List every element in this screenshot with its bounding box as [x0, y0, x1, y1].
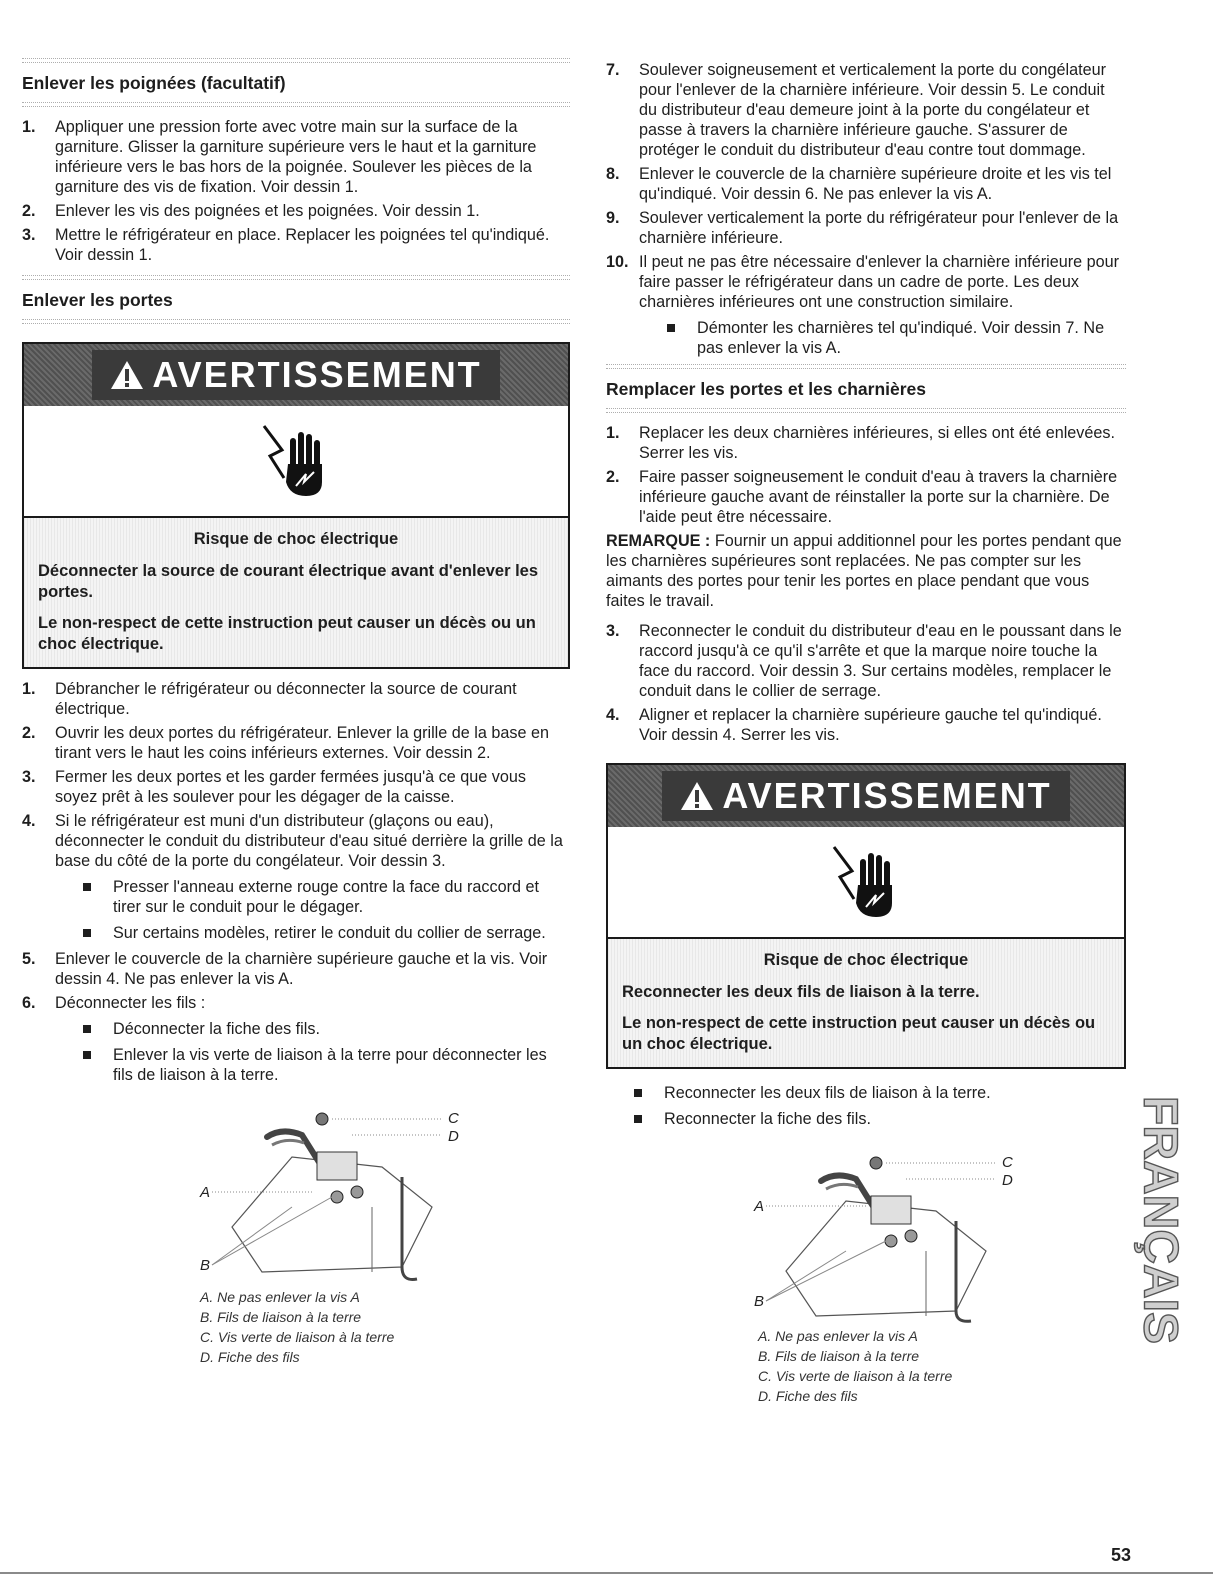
step	[606, 60, 1126, 160]
note-text: Fournir un appui additionnel pour les portes pendant que les charnières supérieures sont replacées. Ne pas compter sur les aimants des portes pour tenir les portes en place pendant que vous faites le travail.	[606, 532, 1122, 610]
warning-box	[22, 342, 570, 669]
electric-shock-hand-icon	[826, 837, 906, 927]
warning-header-text: AVERTISSEMENT	[152, 354, 482, 395]
legend-item: D. Fiche des fils	[200, 1349, 300, 1365]
warning-consequence: Le non-respect de cette instruction peut causer un décès ou un choc électrique.	[622, 1014, 1096, 1053]
warning-header	[24, 344, 568, 406]
section-title: Remplacer les portes et les charnières	[606, 379, 927, 399]
label-c: C	[1002, 1154, 1013, 1171]
step-number: 2.	[22, 202, 36, 220]
step	[22, 993, 570, 1085]
legend-item: B. Fils de liaison à la terre	[758, 1348, 920, 1364]
step-number: 6.	[22, 994, 36, 1012]
step-number: 2.	[606, 468, 620, 486]
note	[606, 531, 1126, 611]
step	[22, 949, 570, 989]
step	[606, 705, 1126, 745]
step	[22, 201, 570, 221]
sub-bullets	[639, 318, 1126, 358]
label-b: B	[200, 1257, 211, 1274]
step-number: 3.	[22, 768, 36, 786]
warning-instruction: Reconnecter les deux fils de liaison à la terre.	[622, 983, 980, 1001]
step-number: 2.	[22, 724, 36, 742]
step-text: Aligner et replacer la charnière supérieure gauche tel qu'indiqué. Voir dessin 4. Serrer les vis.	[639, 706, 1102, 744]
section-title: Enlever les poignées (facultatif)	[22, 73, 286, 93]
divider	[22, 102, 570, 107]
step-text: Déconnecter les fils :	[55, 994, 206, 1012]
step-number: 1.	[22, 680, 36, 698]
label-a: A	[200, 1184, 211, 1201]
bullet-item: Reconnecter les deux fils de liaison à la terre.	[606, 1083, 1126, 1103]
legend-item: A. Ne pas enlever la vis A	[758, 1328, 918, 1344]
step-text: Il peut ne pas être nécessaire d'enlever la charnière inférieure pour faire passer le réfrigérateur dans un cadre de porte. Les deux charnières inférieures ont une construction similaire.	[639, 253, 1120, 311]
warning-header	[608, 765, 1124, 827]
right-column	[606, 58, 1126, 1406]
legend-item: B. Fils de liaison à la terre	[200, 1309, 362, 1325]
step	[22, 767, 570, 807]
step	[22, 723, 570, 763]
step-number: 9.	[606, 209, 620, 227]
step	[606, 621, 1126, 701]
legend-item: C. Vis verte de liaison à la terre	[200, 1329, 395, 1345]
step-number: 4.	[22, 812, 36, 830]
step-text: Ouvrir les deux portes du réfrigérateur. Enlever la grille de la base en tirant vers le haut les coins inférieurs externes. Voir dessin 2.	[55, 724, 549, 762]
step-text: Fermer les deux portes et les garder fermées jusqu'à ce que vous soyez prêt à les soulever pour les dégager de la caisse.	[55, 768, 526, 806]
step-number: 5.	[22, 950, 36, 968]
step	[606, 164, 1126, 204]
step-text: Enlever le couvercle de la charnière supérieure droite et les vis tel qu'indiqué. Voir dessin 6. Ne pas enlever la vis A.	[639, 165, 1112, 203]
label-d: D	[448, 1128, 459, 1145]
step-text: Soulever verticalement la porte du réfrigérateur pour l'enlever de la charnière inférieure.	[639, 209, 1119, 247]
step	[22, 811, 570, 943]
electric-shock-hand-icon	[256, 416, 336, 506]
divider	[22, 275, 570, 280]
step-text: Si le réfrigérateur est muni d'un distributeur (glaçons ou eau), déconnecter le conduit du distributeur d'eau situé derrière la grille de la base du côté de la porte du congélateur. Voir dessin 3.	[55, 812, 563, 870]
figure-legend	[758, 1326, 1126, 1406]
step	[606, 208, 1126, 248]
door-steps	[22, 679, 570, 1085]
section-title: Enlever les portes	[22, 290, 173, 310]
warning-box	[606, 763, 1126, 1069]
divider	[22, 58, 570, 63]
hinge-wiring-diagram	[726, 1141, 1026, 1326]
handle-steps	[22, 117, 570, 265]
replace-steps	[606, 423, 1126, 527]
step-text: Soulever soigneusement et verticalement la porte du congélateur pour l'enlever de la charnière inférieure. Voir dessin 5. Le conduit du distributeur d'eau demeure joint à la porte du congélateur et passe à travers la charnière inférieure gauche. S'assurer de protéger le conduit du distributeur d'eau contre tout dommage.	[639, 61, 1107, 159]
step-text: Reconnecter le conduit du distributeur d'eau en le poussant dans le raccord jusqu'à ce qu'il s'arrête et que la marque noire touche la face du raccord. Voir dessin 3. Sur certains modèles, remplacer le conduit dans le collier de serrage.	[639, 622, 1122, 700]
step	[22, 117, 570, 197]
figure-legend	[200, 1287, 570, 1367]
hinge-wiring-figure	[606, 1141, 1126, 1326]
legend-item: C. Vis verte de liaison à la terre	[758, 1368, 953, 1384]
bottom-rule	[0, 1572, 1213, 1574]
step	[22, 225, 570, 265]
step-text: Appliquer une pression forte avec votre main sur la surface de la garniture. Glisser la garniture supérieure vers le haut et la garniture inférieure vers le bas hors de la poignée. Soulever les pièces de la garniture des vis de fixation. Voir dessin 1.	[55, 118, 537, 196]
step-number: 4.	[606, 706, 620, 724]
label-a: A	[754, 1198, 765, 1215]
left-column	[22, 58, 570, 1367]
step-number: 1.	[22, 118, 36, 136]
door-steps-continued	[606, 60, 1126, 358]
warning-title: Risque de choc électrique	[763, 951, 969, 969]
bullet-item: Presser l'anneau externe rouge contre la face du raccord et tirer sur le conduit pour le dégager.	[55, 877, 570, 917]
step-number: 10.	[606, 253, 629, 271]
sub-bullets	[55, 1019, 570, 1085]
warning-triangle-icon	[680, 781, 714, 811]
step	[606, 252, 1126, 358]
bullet-item: Déconnecter la fiche des fils.	[55, 1019, 570, 1039]
hinge-wiring-figure	[22, 1097, 570, 1287]
step-number: 3.	[606, 622, 620, 640]
step	[22, 679, 570, 719]
sub-bullets	[55, 877, 570, 943]
divider	[22, 319, 570, 324]
section-remove-doors	[22, 275, 570, 324]
label-b: B	[754, 1293, 765, 1310]
language-side-tab	[1121, 1080, 1193, 1360]
step-text: Mettre le réfrigérateur en place. Replacer les poignées tel qu'indiqué. Voir dessin 1.	[55, 226, 550, 264]
step-text: Enlever le couvercle de la charnière supérieure gauche et la vis. Voir dessin 4. Ne pas enlever la vis A.	[55, 950, 548, 988]
replace-steps-continued	[606, 621, 1126, 745]
page-number: 53	[1110, 1545, 1131, 1565]
step-text: Débrancher le réfrigérateur ou déconnecter la source de courant électrique.	[55, 680, 517, 718]
bullet-item: Démonter les charnières tel qu'indiqué. Voir dessin 7. Ne pas enlever la vis A.	[639, 318, 1126, 358]
label-c: C	[448, 1110, 459, 1127]
section-replace-doors	[606, 364, 1126, 745]
step-text: Replacer les deux charnières inférieures, si elles ont été enlevées. Serrer les vis.	[639, 424, 1115, 462]
bullet-item: Reconnecter la fiche des fils.	[606, 1109, 1126, 1129]
section-remove-handles	[22, 58, 570, 265]
label-d: D	[1002, 1172, 1013, 1189]
warning-instruction: Déconnecter la source de courant électrique avant d'enlever les portes.	[38, 562, 539, 601]
step-text: Enlever les vis des poignées et les poignées. Voir dessin 1.	[55, 202, 480, 220]
warning-triangle-icon	[110, 360, 144, 390]
legend-item: D. Fiche des fils	[758, 1388, 858, 1404]
step	[606, 423, 1126, 463]
side-tab-text: FRANÇAIS	[1133, 1096, 1187, 1344]
bullet-item: Sur certains modèles, retirer le conduit du collier de serrage.	[55, 923, 570, 943]
step-text: Faire passer soigneusement le conduit d'eau à travers la charnière inférieure gauche avant de réinstaller la porte sur la charnière. De l'aide peut être nécessaire.	[639, 468, 1118, 526]
note-label: REMARQUE :	[606, 532, 711, 550]
step-number: 3.	[22, 226, 36, 244]
legend-item: A. Ne pas enlever la vis A	[200, 1289, 360, 1305]
divider	[606, 408, 1126, 413]
step-number: 8.	[606, 165, 620, 183]
warning-title: Risque de choc électrique	[193, 530, 399, 548]
divider	[606, 364, 1126, 369]
step-number: 7.	[606, 61, 620, 79]
step	[606, 467, 1126, 527]
hinge-wiring-diagram	[172, 1097, 472, 1287]
bullet-item: Enlever la vis verte de liaison à la terre pour déconnecter les fils de liaison à la terre.	[55, 1045, 570, 1085]
reconnect-bullets	[606, 1083, 1126, 1129]
warning-header-text: AVERTISSEMENT	[722, 775, 1052, 816]
warning-consequence: Le non-respect de cette instruction peut causer un décès ou un choc électrique.	[38, 614, 536, 653]
step-number: 1.	[606, 424, 620, 442]
